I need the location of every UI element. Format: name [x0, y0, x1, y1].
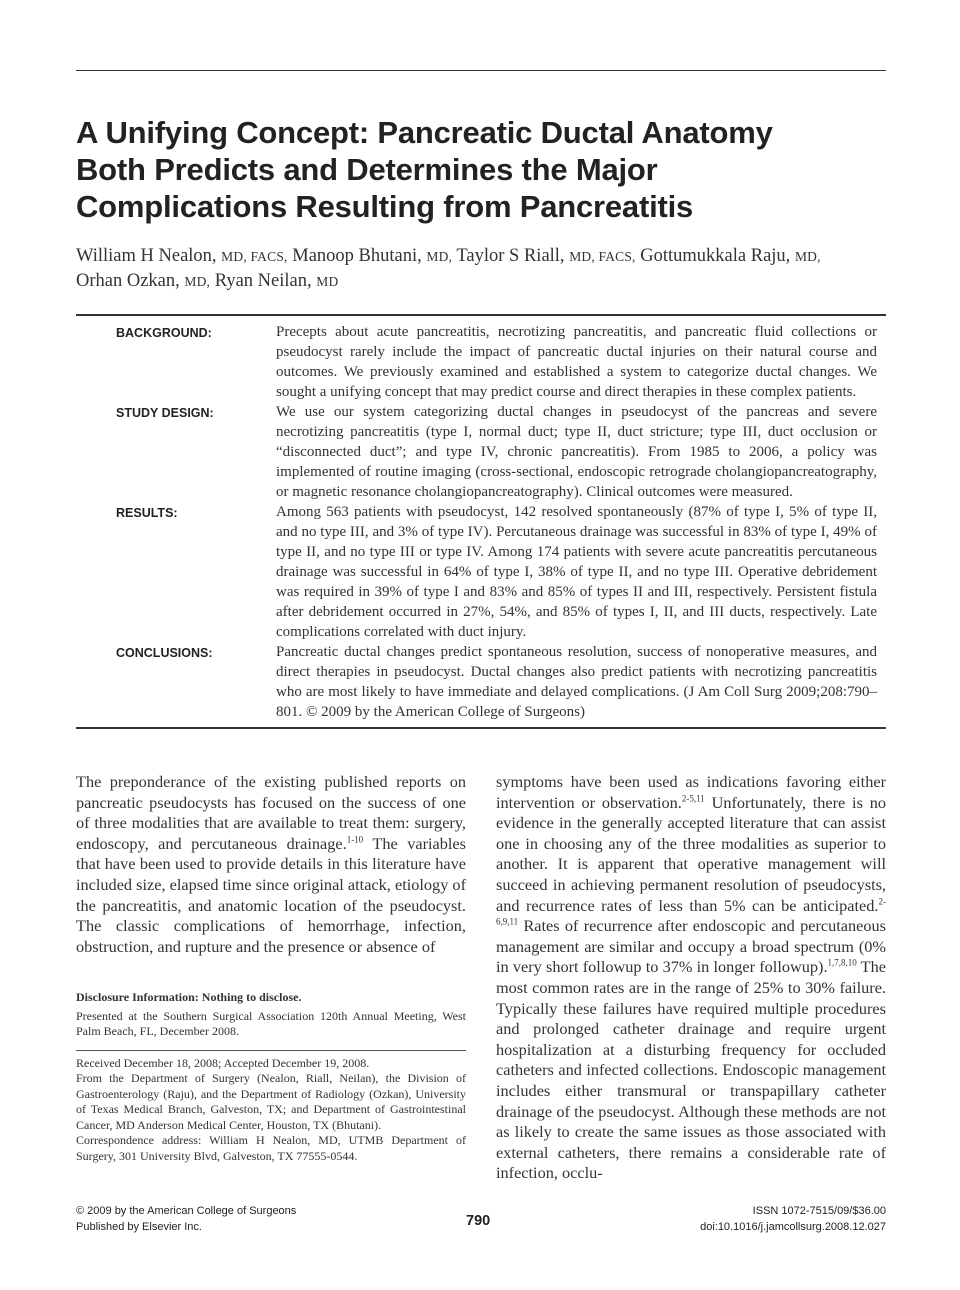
author-degree: MD, FACS, — [221, 249, 288, 264]
author-line-2 — [76, 269, 886, 294]
doi-link[interactable]: doi:10.1016/j.jamcollsurg.2008.12.027 — [700, 1220, 886, 1233]
author-list — [76, 244, 886, 294]
top-rule — [76, 70, 886, 71]
author-line-1 — [76, 244, 886, 269]
title-line: A Unifying Concept: Pancreatic Ductal Anatomy — [76, 115, 773, 150]
title-line: Complications Resulting from Pancreatitis — [76, 189, 694, 224]
abstract-text: Pancreatic ductal changes predict spontaneous resolution, success of nonoperative measures, and direct therapies in pseudocyst. Ductal changes also predict patients with necrotizing pancreatitis who are most likely to have immediate and delayed complications. (J Am Coll Surg 2009;208:790–801. © 2009 by the American College of Surgeons) — [276, 644, 877, 720]
author-degree: MD, — [794, 249, 821, 264]
citation-ref[interactable]: 2-5,11 — [681, 793, 705, 804]
citation-ref[interactable]: 2-6,9,11 — [496, 896, 886, 927]
abstract-text: We use our system categorizing ductal changes in pseudocyst of the pancreas and severe necrotizing pancreatitis (type I, normal duct; type II, duct stricture; type III, duct occlusion or “disconnected duct”; and type IV, chronic pancreatitis). From 1985 to 2006, a policy was implemented of routine imaging (cross-sectional, endoscopic retrograde cholangiopancreatography, or magnetic resonance cholangiopancreatography). Clinical outcomes were measured. — [276, 404, 877, 500]
abstract-label: RESULTS: — [116, 506, 178, 520]
body-text: The most common rates are in the range of 25% to 30% failure. Typically these failures have required multiple procedures and prolonged catheter drainage and require urgent hospitalization at a disturbing frequency for occluded catheters and infected collections. Endoscopic management includes either transmural or transpapillary catheter drainage of the pseudocyst. Although these methods are not as likely to create the same issues as those associated with external catheters, there remains a considerable rate of infection, occlu- — [496, 957, 886, 1183]
footer-left — [76, 1204, 296, 1235]
body-text: Unfortunately, there is no evidence in the generally accepted literature that can assist one in choosing any of the three modalities as superior to another. It is apparent that operative management will succeed in achieving permanent resolution of pseudocysts, and recurrence rates of less than 5% can be anticipated. — [496, 792, 886, 915]
author-degree: MD, — [184, 274, 211, 289]
author-name: Ryan Neilan, — [214, 271, 312, 291]
abstract-background — [76, 322, 886, 402]
body-paragraph — [76, 772, 466, 957]
author-name: Manoop Bhutani, — [292, 246, 422, 266]
abstract — [76, 314, 886, 729]
abstract-text: Among 563 patients with pseudocyst, 142 resolved spontaneously (87% of type I, 5% of type II, and no type III, and 3% of type IV). Percutaneous drainage was successful in 83% of type I, 49% of type II, and no type III or type IV. Among 174 patients with severe acute pancreatitis percutaneous drainage was successful in 64% of type I, 38% of type II, and no type III. Operative debridement was required in 39% of type I and 83% and 85% of types II and III, respectively. Persistent fistula after debridement occurred in 27%, 54%, and 85% of types I, II, and III ducts, respectively. Late complications correlated with duct injury. — [276, 504, 877, 640]
disclosure-note: Disclosure Information: Nothing to disclose. — [76, 990, 302, 1004]
citation-ref[interactable]: 1-10 — [346, 834, 364, 845]
abstract-label: STUDY DESIGN: — [116, 406, 214, 420]
author-name: Taylor S Riall, — [456, 246, 565, 266]
author-degree: MD, — [426, 249, 453, 264]
author-name: Orhan Ozkan, — [76, 271, 180, 291]
body-column-left — [76, 772, 466, 957]
issn-text: ISSN 1072-7515/09/$36.00 — [752, 1205, 886, 1217]
author-degree: MD, FACS, — [569, 249, 636, 264]
article-title — [76, 114, 886, 225]
abstract-conclusions — [76, 642, 886, 722]
body-text: symptoms have been used as indications favoring either intervention or observation. — [496, 772, 886, 812]
received-note: Received December 18, 2008; Accepted December 19, 2008. — [76, 1055, 370, 1070]
author-name: Gottumukkala Raju, — [640, 246, 791, 266]
body-text: The preponderance of the existing published reports on pancreatic pseudocysts has focused on the success of one of three modalities that are available to treat them: surgery, endoscopy, and percutaneous drainage. — [76, 772, 466, 853]
correspondence-note: Correspondence address: William H Nealon, MD, UTMB Department of Surgery, 301 University Blvd, Galveston, TX 77555-0544. — [76, 1133, 466, 1163]
abstract-study-design — [76, 402, 886, 502]
abstract-label: CONCLUSIONS: — [116, 646, 213, 660]
author-degree: MD — [316, 274, 339, 289]
abstract-results — [76, 502, 886, 642]
body-text: The variables that have been used to provide details in this literature have included size, elapsed time since original attack, etiology of the pancreatitis, and anatomic location of the pseudocyst. The classic complications of hemorrhage, infection, obstruction, and rupture and the presence or absence of — [76, 833, 466, 956]
page-number: 790 — [466, 1213, 491, 1229]
abstract-label: BACKGROUND: — [116, 326, 212, 340]
copyright-text: © 2009 by the American College of Surgeons — [76, 1205, 297, 1217]
abstract-text: Precepts about acute pancreatitis, necrotizing pancreatitis, and pancreatic fluid collections or pseudocyst rarely include the impact of pancreatic ductal injuries on their natural course and outcomes. We previously examined and established a system to categorize ductal changes. We sought a unifying concept that may predict course and direct therapies in these complex patients. — [276, 324, 877, 400]
footer-right — [700, 1204, 886, 1235]
citation-ref[interactable]: 1,7,8,10 — [827, 957, 857, 968]
title-line: Both Predicts and Determines the Major — [76, 152, 658, 187]
presentation-note: Presented at the Southern Surgical Association 120th Annual Meeting, West Palm Beach, FL, December 2008. — [76, 1008, 466, 1038]
body-column-right — [496, 772, 886, 1184]
body-paragraph — [496, 772, 886, 1184]
affiliation-note: From the Department of Surgery (Nealon, Riall, Neilan), the Division of Gastroenterology (Raju), and the Department of Radiology (Ozkan), University of Texas Medical Branch, Galveston, TX; and Department of Gastrointestinal Cancer, MD Anderson Medical Center, Houston, TX (Bhutani). — [76, 1071, 466, 1132]
footnote-divider — [76, 1050, 466, 1051]
body-text: Rates of recurrence after endoscopic and percutaneous management are similar and occupy a broad spectrum (0% in very short followup to 37% in longer followup). — [496, 916, 886, 977]
author-name: William H Nealon, — [76, 246, 217, 266]
publisher-text: Published by Elsevier Inc. — [76, 1220, 202, 1233]
footnotes — [76, 990, 466, 1164]
